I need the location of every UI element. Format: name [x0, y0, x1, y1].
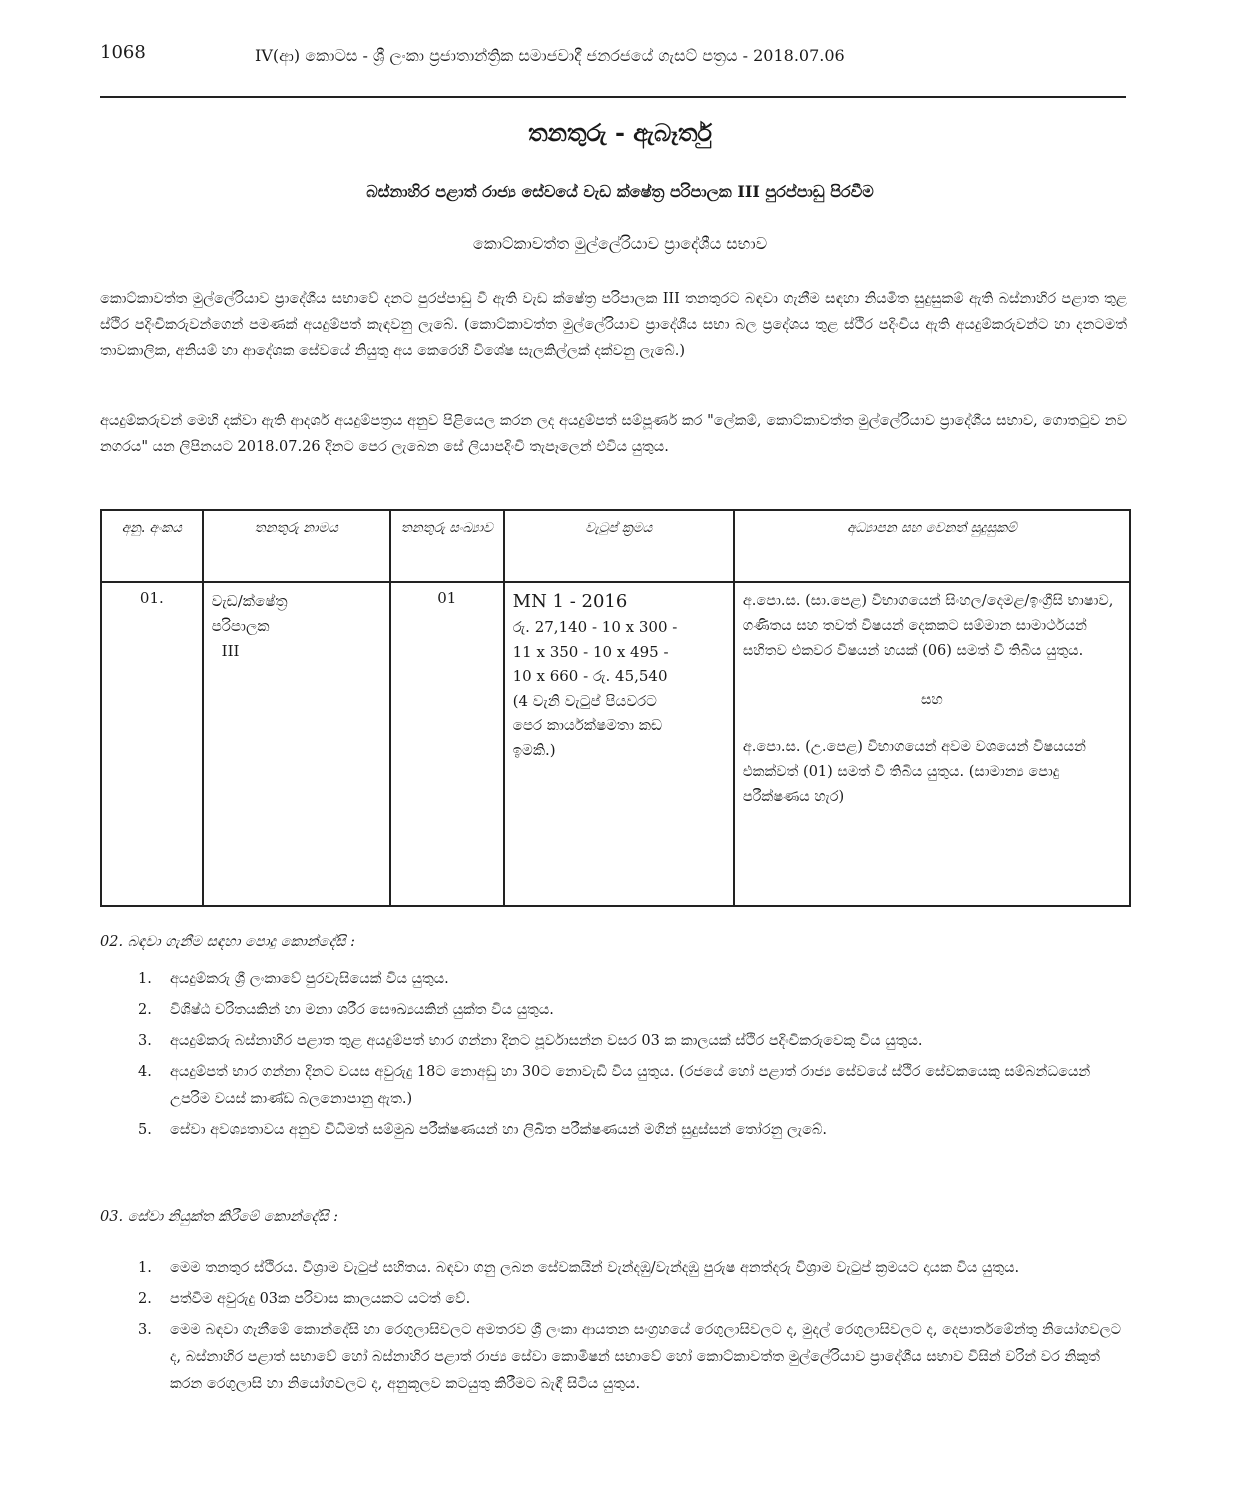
list-item	[138, 1286, 1128, 1313]
service-conditions-heading: 03. සේවා නියුක්ත කිරීමේ කොන්දේසි :	[100, 1209, 338, 1225]
salary-line: ඉමකි.)	[512, 740, 556, 759]
item-number: 5.	[138, 1122, 152, 1138]
header-qualifications: අධ්‍යාපන සහ වෙනත් සුදුසුකම්	[734, 510, 1130, 582]
cell-serial-no	[101, 582, 203, 906]
post-count-text: 01	[437, 589, 457, 607]
header-serial-no: අනු. අංකය	[101, 510, 203, 582]
list-item	[138, 966, 1128, 993]
submission-paragraph: අයදුම්කරුවන් මෙහි දක්වා ඇති ආදර්ශ අයදුම්පත්‍රය අනුව පිළියෙල කරන ලද අයදුම්පත් සම්පූර්ණ කර "ලේකම්, කොට්කාවත්ත මුල්ලේරියාව ප්‍රාදේශීය සභාව, ගොතටුව නව නගරය" යන ලිපිනයට 2018.07.26 දිනට පෙර ලැබෙන සේ ලියාපදිංචි තැපෑලෙන් එවිය යුතුය.	[100, 413, 1127, 455]
item-number: 1.	[138, 971, 152, 987]
item-text: විශිෂ්ඨ චරිතයකින් හා මනා ශරීර සෞඛ්‍යයකින් යුක්ත විය යුතුය.	[170, 1002, 554, 1018]
serial-no-text: 01.	[139, 589, 164, 607]
post-grade: III	[221, 642, 240, 660]
item-number: 3.	[138, 1033, 152, 1049]
item-text: මෙම බඳවා ගැනීමේ කොන්දේසි හා රෙගුලාසිවලට අමතරව ශ්‍රී ලංකා ආයතන සංග්‍රහයේ රෙගුලාසිවලට ද, මුදල් රෙගුලාසිවලට ද, දෙපාර්තමේන්තු නියෝගවලට ද, බස්නාහිර පළාත් සභාවේ හෝ බස්නාහිර පළාත් රාජ්‍ය සේවා කොමිෂන් සභාවේ හෝ කොට්කාවත්ත මුල්ලේරියාව ප්‍රාදේශීය සභාව විසින් වරින් වර නිකුත් කරන රෙගුලාසි හා නියෝගවලට ද, අනුකූලව කටයුතු කිරීමට බැඳී සිටිය යුතුය.	[170, 1322, 1122, 1392]
salary-code: MN 1 - 2016	[512, 591, 628, 612]
salary-line: 10 x 660 - රු. 45,540	[512, 667, 668, 685]
salary-line: රු. 27,140 - 10 x 300 -	[512, 618, 678, 636]
item-text: සේවා අවශ්‍යතාවය අනුව විධිමත් සම්මුඛ පරීක්ෂණයන් හා ලිඛිත පරීක්ෂණයන් මගින් සුදුස්සන් තෝරනු ලැබේ.	[170, 1122, 827, 1138]
header-post-name: තනතුරු නාමය	[203, 510, 390, 582]
item-text: අයදුම්කරු බස්නාහිර පළාත තුළ අයදුම්පත් භාර ගන්නා දිනට පූර්වාසන්න වසර 03 ක කාලයක් ස්ථිර පදිංචිකරුවෙකු විය යුතුය.	[170, 1033, 923, 1049]
cell-post-count	[390, 582, 504, 906]
header-salary-scale: වැටුප් ක්‍රමය	[504, 510, 734, 582]
service-conditions-list	[138, 1255, 1128, 1402]
running-head: IV(ආ) කොටස - ශ්‍රී ලංකා ප්‍රජාතාන්ත්‍රික සමාජවාදී ජනරජයේ ගැසට් පත්‍රය - 2018.07.06	[255, 46, 845, 65]
item-number: 1.	[138, 1260, 152, 1276]
item-number: 3.	[138, 1322, 152, 1338]
list-item	[138, 1028, 1128, 1055]
table-row	[101, 582, 1130, 906]
qualification-ol: අ.පො.ස. (සා.පෙළ) විභාගයෙන් සිංහල/දෙමළ/ඉංග්‍රීසි භාෂාව, ගණිතය සහ තවත් විෂයන් දෙකකට සම්මාන සාමාර්ථයන් සහිතව එකවර විෂයන් හයක් (06) සමත් වී තිබිය යුතුය.	[742, 593, 1114, 659]
page-header	[100, 42, 1125, 72]
qualification-al: අ.පො.ස. (උ.පෙළ) විභාගයෙන් අවම වශයෙන් විෂයයන් එකක්වත් (01) සමත් වී තිබිය යුතුය. (සාමාන්‍ය පොදු පරීක්ෂණය හැර)	[742, 739, 1086, 805]
item-text: අයදුම්පත් භාර ගන්නා දිනට වයස අවුරුදු 18ට නොඅඩු හා 30ට නොවැඩි විය යුතුය. (රජයේ හෝ පළාත් රාජ්‍ය සේවයේ ස්ථිර සේවකයෙකු සම්බන්ධයෙන් උපරිම වයස් කාණ්ඩ බලනොපානු ඇත.)	[170, 1064, 1091, 1107]
salary-line: පෙර කාර්යක්ෂමතා කඩ	[512, 716, 663, 734]
item-text: පත්වීම අවුරුදු 03ක පරිවාස කාලයකට යටත් වේ.	[170, 1291, 471, 1307]
cell-post-name	[203, 582, 390, 906]
header-rule	[100, 96, 1126, 98]
list-item	[138, 1117, 1128, 1144]
organization-name: කොට්කාවත්ත මුල්ලේරියාව ප්‍රාදේශීය සභාව	[472, 234, 768, 253]
list-item	[138, 1317, 1128, 1398]
vacancy-table	[100, 509, 1131, 907]
intro-paragraph: කොට්කාවත්ත මුල්ලේරියාව ප්‍රාදේශීය සභාවේ දනට පුරප්පාඩු වී ඇති වැඩ ක්ෂේත්‍ර පරිපාලක III තනතුරට බඳවා ගැනීම සඳහා නියමිත සුදුසුකම් ඇති බස්නාහිර පළාත තුළ ස්ථිර පදිංචිකරුවන්ගෙන් පමණක් අයදුම්පත් කැඳවනු ලැබේ. (කොට්කාවත්ත මුල්ලේරියාව ප්‍රාදේශීය සභා බල ප්‍රදේශය තුළ ස්ථිර පදිංචිය ඇති අයදුම්කරුවන්ට හා දනටමත් තාවකාලික, අනියම් හා ආදේශක සේවයේ නියුතු අය කෙරෙහි විශේෂ සැලකිල්ලක් දක්වනු ලැබේ.)	[100, 291, 1127, 359]
item-text: මෙම තනතුර ස්ථිරය. විශ්‍රාම වැටුප් සහිතය. බඳවා ගනු ලබන සේවකයින් වැන්දඹු/වැන්දඹු පුරුෂ අනත්දරු විශ්‍රාම වැටුප් ක්‍රමයට දායක විය යුතුය.	[170, 1260, 1020, 1276]
general-conditions-list	[138, 966, 1128, 1148]
notice-subtitle: බස්නාහිර පළාත් රාජ්‍ය සේවයේ වැඩ ක්ෂේත්‍ර පරිපාලක III පුරප්පාඩු පිරවීම	[366, 182, 874, 201]
post-name-line: පරිපාලක	[211, 617, 270, 635]
header-post-count: තනතුරු සංඛ්‍යාව	[390, 510, 504, 582]
item-number: 2.	[138, 1002, 152, 1018]
page-number: 1068	[100, 42, 146, 63]
item-number: 2.	[138, 1291, 152, 1307]
general-conditions-heading: 02. බඳවා ගැනීම සඳහා පොදු කොන්දේසි :	[100, 934, 356, 950]
list-item	[138, 997, 1128, 1024]
list-item	[138, 1255, 1128, 1282]
section-title: තනතුරු - ඇබෑර්තු	[528, 118, 712, 147]
list-item	[138, 1059, 1128, 1113]
item-number: 4.	[138, 1064, 152, 1080]
cell-qualifications	[734, 582, 1130, 906]
table-header-row	[101, 510, 1130, 582]
item-text: අයදුම්කරු ශ්‍රී ලංකාවේ පුරවැසියෙක් විය යුතුය.	[170, 971, 449, 987]
salary-line: (4 වැනි වැටුප් පියවරට	[512, 691, 657, 710]
qualification-and: සහ	[921, 692, 943, 708]
cell-salary-scale	[504, 582, 734, 906]
salary-line: 11 x 350 - 10 x 495 -	[512, 642, 669, 661]
post-name-line: වැඩ/ක්ෂේත්‍ර	[211, 592, 288, 610]
